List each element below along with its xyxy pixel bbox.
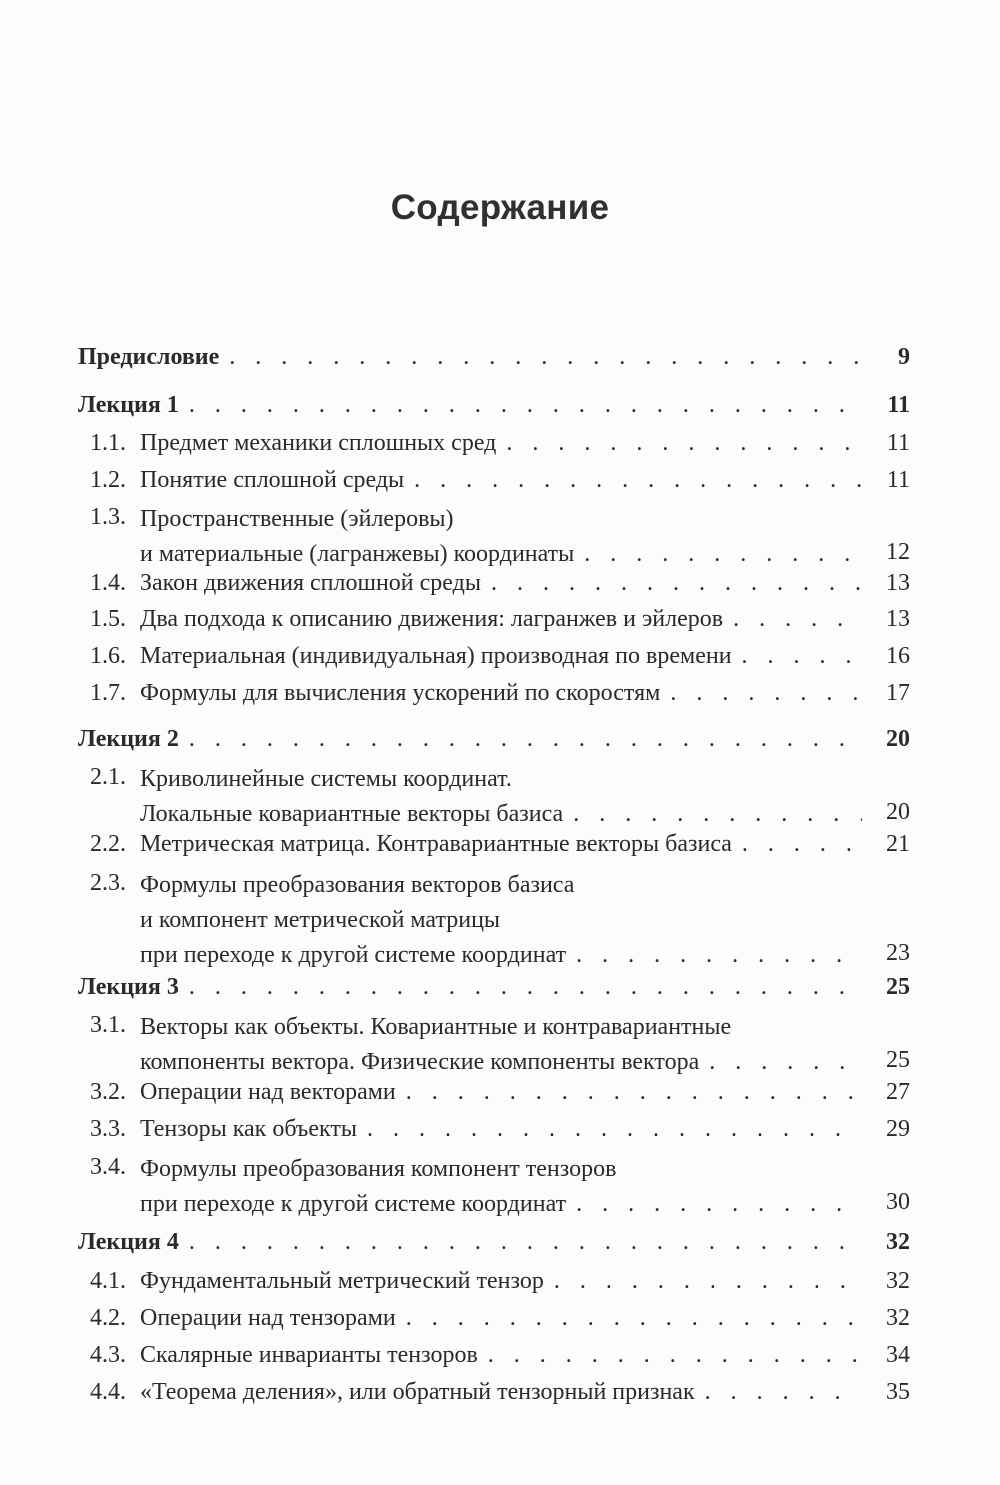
page-number: 32 bbox=[886, 1268, 910, 1294]
dot-leader bbox=[189, 972, 862, 1002]
dot-leader bbox=[742, 829, 862, 859]
dot-leader bbox=[576, 938, 862, 973]
page-number: 21 bbox=[886, 831, 910, 857]
entry-title-line: Два подхода к описанию движения: лагранжев и эйлеров bbox=[140, 606, 724, 632]
page-number: 16 bbox=[886, 643, 910, 669]
dot-leader bbox=[491, 568, 862, 598]
section-number: 4.3. bbox=[90, 1342, 126, 1368]
dot-leader bbox=[189, 390, 862, 420]
entry-title-line: при переходе к другой системе координат bbox=[140, 942, 567, 968]
dot-leader bbox=[414, 465, 862, 495]
section-number: 3.1. bbox=[90, 1012, 126, 1038]
page-number: 30 bbox=[886, 1189, 910, 1215]
page-number: 12 bbox=[886, 539, 910, 565]
dot-leader bbox=[573, 797, 862, 832]
entry-title-line: Скалярные инварианты тензоров bbox=[140, 1342, 478, 1368]
dot-leader bbox=[488, 1340, 862, 1370]
dot-leader bbox=[554, 1266, 862, 1296]
section-number: 4.4. bbox=[90, 1379, 126, 1405]
dot-leader bbox=[189, 1227, 862, 1257]
dot-leader bbox=[189, 724, 862, 754]
dot-leader bbox=[506, 428, 862, 458]
dot-leader bbox=[229, 342, 862, 372]
section-number: 1.2. bbox=[90, 467, 126, 493]
entry-title-line: Локальные ковариантные векторы базиса bbox=[140, 801, 564, 827]
page-number: 32 bbox=[886, 1229, 910, 1255]
page-number: 11 bbox=[886, 430, 910, 456]
entry-title-line: Криволинейные системы координат. bbox=[140, 766, 512, 792]
entry-title-line: и компонент метрической матрицы bbox=[140, 907, 501, 933]
dot-leader bbox=[742, 641, 862, 671]
page-number: 23 bbox=[886, 940, 910, 966]
page-number: 25 bbox=[886, 974, 910, 1000]
dot-leader bbox=[406, 1077, 862, 1107]
page-number: 13 bbox=[886, 606, 910, 632]
entry-title-line: Операции над тензорами bbox=[140, 1305, 396, 1331]
entry-title-line: при переходе к другой системе координат bbox=[140, 1191, 567, 1217]
dot-leader bbox=[406, 1303, 862, 1333]
page-number: 11 bbox=[886, 467, 910, 493]
section-number: 4.1. bbox=[90, 1268, 126, 1294]
page-number: 34 bbox=[886, 1342, 910, 1368]
entry-title-line: Лекция 4 bbox=[78, 1229, 179, 1255]
entry-title-line: Пространственные (эйлеровы) bbox=[140, 506, 454, 532]
dot-leader bbox=[576, 1187, 862, 1222]
page-number: 20 bbox=[886, 799, 910, 825]
section-number: 3.2. bbox=[90, 1079, 126, 1105]
dot-leader bbox=[733, 604, 862, 634]
entry-title-line: Закон движения сплошной среды bbox=[140, 570, 481, 596]
entry-title-line: Векторы как объекты. Ковариантные и контравариантные bbox=[140, 1014, 732, 1040]
dot-leader bbox=[709, 1045, 862, 1080]
entry-title-line: Формулы для вычисления ускорений по скоростям bbox=[140, 680, 661, 706]
entry-title-line: Понятие сплошной среды bbox=[140, 467, 405, 493]
section-number: 2.3. bbox=[90, 870, 126, 896]
page-number: 29 bbox=[886, 1116, 910, 1142]
entry-title-line: Фундаментальный метрический тензор bbox=[140, 1268, 544, 1294]
entry-title-line: Лекция 2 bbox=[78, 726, 179, 752]
page-title: Содержание bbox=[390, 188, 610, 227]
section-number: 1.4. bbox=[90, 570, 126, 596]
page-number: 17 bbox=[886, 680, 910, 706]
section-number: 1.3. bbox=[90, 504, 126, 530]
dot-leader bbox=[367, 1114, 862, 1144]
entry-title-line: Формулы преобразования векторов базиса bbox=[140, 872, 575, 898]
section-number: 2.1. bbox=[90, 764, 126, 790]
section-number: 2.2. bbox=[90, 831, 126, 857]
entry-title-line: Операции над векторами bbox=[140, 1079, 396, 1105]
section-number: 3.4. bbox=[90, 1154, 126, 1180]
section-number: 3.3. bbox=[90, 1116, 126, 1142]
entry-title-line: «Теорема деления», или обратный тензорный признак bbox=[140, 1379, 695, 1405]
page-number: 27 bbox=[886, 1079, 910, 1105]
section-number: 1.7. bbox=[90, 680, 126, 706]
page-number: 25 bbox=[886, 1047, 910, 1073]
dot-leader bbox=[670, 678, 862, 708]
entry-title-line: Материальная (индивидуальная) производная по времени bbox=[140, 643, 732, 669]
dot-leader bbox=[584, 537, 862, 572]
entry-title-line: Тензоры как объекты bbox=[140, 1116, 357, 1142]
entry-title-line: Лекция 1 bbox=[78, 392, 179, 418]
entry-title-line: Предмет механики сплошных сред bbox=[140, 430, 497, 456]
page-number: 9 bbox=[898, 344, 910, 370]
dot-leader bbox=[705, 1377, 862, 1407]
entry-title-line: Метрическая матрица. Контравариантные векторы базиса bbox=[140, 831, 732, 857]
section-number: 1.6. bbox=[90, 643, 126, 669]
section-number: 1.1. bbox=[90, 430, 126, 456]
section-number: 4.2. bbox=[90, 1305, 126, 1331]
page-number: 32 bbox=[886, 1305, 910, 1331]
page-number: 13 bbox=[886, 570, 910, 596]
page-number: 11 bbox=[887, 392, 910, 418]
section-number: 1.5. bbox=[90, 606, 126, 632]
entry-title-line: Лекция 3 bbox=[78, 974, 179, 1000]
page-number: 35 bbox=[886, 1379, 910, 1405]
entry-title-line: Предисловие bbox=[78, 344, 220, 370]
entry-title-line: и материальные (лагранжевы) координаты bbox=[140, 541, 575, 567]
entry-title-line: компоненты вектора. Физические компоненты вектора bbox=[140, 1049, 700, 1075]
entry-title-line: Формулы преобразования компонент тензоров bbox=[140, 1156, 617, 1182]
page-number: 20 bbox=[886, 726, 910, 752]
